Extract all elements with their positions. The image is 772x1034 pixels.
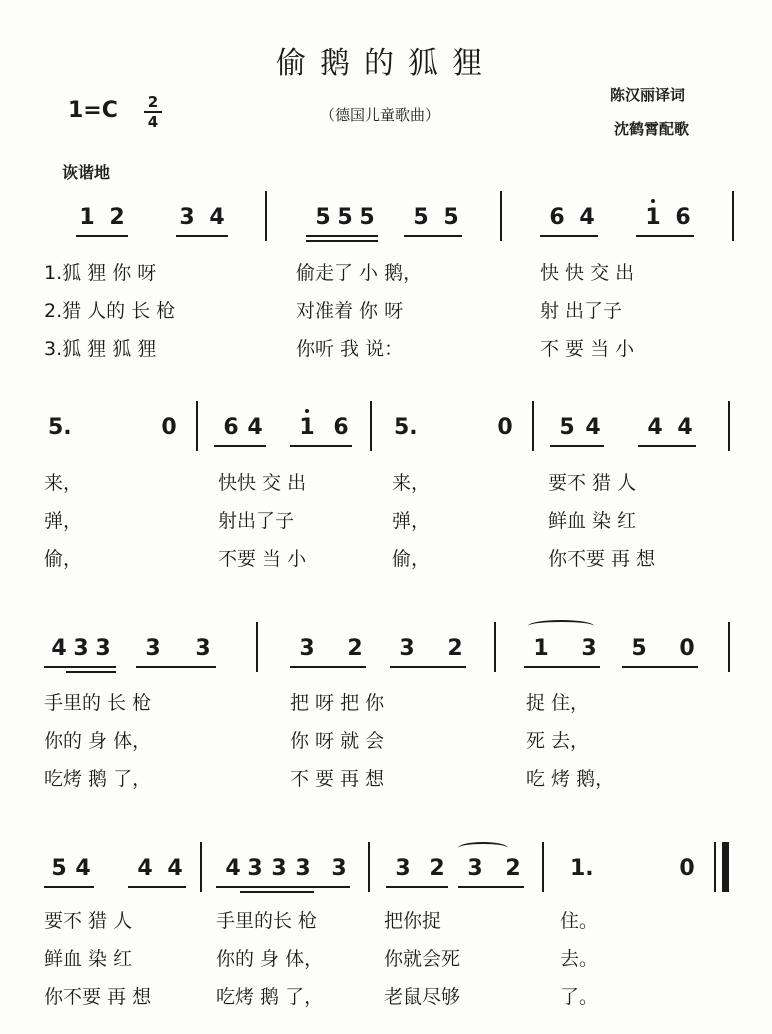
time-denominator: 4: [147, 113, 159, 131]
lyric-segment: 手里的长 枪: [216, 910, 318, 932]
tempo-marking: 诙谐地: [62, 163, 111, 182]
note: 2: [447, 636, 463, 661]
arranger-credit: 沈鹤霄配歌: [614, 120, 690, 138]
lyric-segment: 你 呀 就 会: [290, 730, 385, 752]
note: 2: [109, 205, 125, 230]
note: 4: [225, 856, 241, 881]
lyric-segment: 你不要 再 想: [548, 548, 656, 570]
barline: [728, 622, 730, 672]
note: 3: [145, 636, 161, 661]
note: 5: [443, 205, 459, 230]
barline: [494, 622, 496, 672]
time-signature: [144, 94, 162, 130]
key-signature: 1=C: [68, 98, 118, 123]
barline: [265, 191, 267, 241]
lyric-segment: 射出了子: [218, 510, 295, 532]
song-origin: （德国儿童歌曲）: [320, 106, 441, 124]
barline: [714, 842, 716, 892]
note: 4: [51, 636, 67, 661]
barline: [370, 401, 372, 451]
lyric-segment: 射 出了子: [540, 300, 623, 322]
note: 3: [195, 636, 211, 661]
lyric-segment: 吃 烤 鹅，: [526, 768, 615, 790]
note: 4: [167, 856, 183, 881]
note: 1: [296, 415, 318, 440]
lyric-segment: 去。: [560, 948, 599, 970]
beam-underline: [404, 235, 462, 237]
note: 3: [247, 856, 263, 881]
note: 4: [137, 856, 153, 881]
note: 4: [247, 415, 263, 440]
note: 3: [299, 636, 315, 661]
note: 6: [549, 205, 565, 230]
lyric-segment: 手里的 长 枪: [44, 692, 152, 714]
beam-underline: [136, 666, 216, 668]
lyric-segment: 偷，: [44, 548, 83, 570]
lyric-segment: 1.狐 狸 你 呀: [44, 262, 157, 284]
lyric-segment: 2.猎 人的 长 枪: [44, 300, 176, 322]
lyric-segment: 死 去，: [526, 730, 590, 752]
note: 2: [429, 856, 445, 881]
note: 5: [315, 205, 331, 230]
note: 0: [497, 415, 513, 440]
lyric-segment: 来，: [44, 472, 83, 494]
barline: [368, 842, 370, 892]
lyric-segment: 快快 交 出: [218, 472, 307, 494]
note: 4: [677, 415, 693, 440]
lyric-segment: 要不 猎 人: [44, 910, 133, 932]
note: 5: [631, 636, 647, 661]
barline: [532, 401, 534, 451]
lyric-segment: 偷走了 小 鹅，: [296, 262, 423, 284]
barline: [542, 842, 544, 892]
lyric-segment: 把 呀 把 你: [290, 692, 385, 714]
beam-underline: [44, 666, 116, 668]
slur: [528, 620, 594, 632]
barline: [500, 191, 502, 241]
note: 4: [585, 415, 601, 440]
beam-underline: [306, 240, 378, 242]
beam-underline: [622, 666, 698, 668]
note: 3: [581, 636, 597, 661]
note: 1: [533, 636, 549, 661]
beam-underline: [44, 886, 94, 888]
lyric-segment: 3.狐 狸 狐 狸: [44, 338, 157, 360]
final-barline: [722, 842, 729, 892]
note: 3: [73, 636, 89, 661]
barline: [728, 401, 730, 451]
lyric-segment: 偷，: [392, 548, 431, 570]
octave-dot: [651, 199, 655, 203]
barline: [256, 622, 258, 672]
lyric-segment: 你听 我 说：: [296, 338, 404, 360]
note: 0: [679, 636, 695, 661]
note: 5: [413, 205, 429, 230]
barline: [196, 401, 198, 451]
lyric-segment: 住。: [560, 910, 599, 932]
lyric-segment: 快 快 交 出: [540, 262, 635, 284]
beam-underline: [240, 891, 314, 893]
lyric-segment: 弹，: [44, 510, 83, 532]
beam-underline: [306, 235, 378, 237]
beam-underline: [176, 235, 228, 237]
beam-underline: [128, 886, 186, 888]
note: 3: [271, 856, 287, 881]
time-numerator: 2: [147, 93, 159, 111]
lyric-segment: 吃烤 鹅 了，: [44, 768, 152, 790]
note: 0: [679, 856, 695, 881]
note: 5.: [394, 415, 418, 440]
barline: [732, 191, 734, 241]
beam-underline: [390, 666, 466, 668]
note: 3: [95, 636, 111, 661]
note: 3: [467, 856, 483, 881]
octave-dot: [305, 409, 309, 413]
beam-underline: [290, 445, 352, 447]
note: 3: [295, 856, 311, 881]
lyric-segment: 老鼠尽够: [384, 986, 461, 1008]
beam-underline: [458, 886, 524, 888]
lyric-segment: 对准着 你 呀: [296, 300, 404, 322]
note: 5: [359, 205, 375, 230]
barline: [200, 842, 202, 892]
beam-underline: [636, 235, 694, 237]
lyric-segment: 不 要 再 想: [290, 768, 385, 790]
note: 5: [559, 415, 575, 440]
lyric-segment: 了。: [560, 986, 599, 1008]
lyric-segment: 来，: [392, 472, 431, 494]
lyricist-credit: 陈汉丽译词: [610, 86, 686, 104]
note: 5.: [48, 415, 72, 440]
lyric-segment: 你就会死: [384, 948, 461, 970]
beam-underline: [76, 235, 128, 237]
note: 6: [675, 205, 691, 230]
note: 6: [223, 415, 239, 440]
note: 4: [647, 415, 663, 440]
lyric-segment: 你的 身 体，: [216, 948, 324, 970]
lyric-segment: 把你捉: [384, 910, 442, 932]
beam-underline: [66, 671, 116, 673]
lyric-segment: 捉 住，: [526, 692, 590, 714]
note: 4: [209, 205, 225, 230]
beam-underline: [216, 886, 350, 888]
beam-underline: [290, 666, 366, 668]
song-title: 偷鹅的狐狸: [276, 46, 496, 81]
slur: [458, 842, 508, 854]
lyric-segment: 鲜血 染 红: [548, 510, 637, 532]
lyric-segment: 你的 身 体，: [44, 730, 152, 752]
beam-underline: [550, 445, 604, 447]
lyric-segment: 吃烤 鹅 了，: [216, 986, 324, 1008]
lyric-segment: 不要 当 小: [218, 548, 307, 570]
beam-underline: [638, 445, 696, 447]
beam-underline: [214, 445, 266, 447]
note: 3: [331, 856, 347, 881]
note: 5: [337, 205, 353, 230]
note: 2: [505, 856, 521, 881]
note: 3: [179, 205, 195, 230]
beam-underline: [386, 886, 448, 888]
note: 6: [333, 415, 349, 440]
note: 0: [161, 415, 177, 440]
note: 4: [579, 205, 595, 230]
note: 1: [79, 205, 95, 230]
beam-underline: [524, 666, 600, 668]
note: 1: [642, 205, 664, 230]
lyric-segment: 你不要 再 想: [44, 986, 152, 1008]
lyric-segment: 要不 猎 人: [548, 472, 637, 494]
note: 3: [399, 636, 415, 661]
lyric-segment: 鲜血 染 红: [44, 948, 133, 970]
note: 1.: [570, 856, 594, 881]
note: 4: [75, 856, 91, 881]
note: 5: [51, 856, 67, 881]
beam-underline: [540, 235, 598, 237]
note: 2: [347, 636, 363, 661]
note: 3: [395, 856, 411, 881]
lyric-segment: 弹，: [392, 510, 431, 532]
lyric-segment: 不 要 当 小: [540, 338, 635, 360]
